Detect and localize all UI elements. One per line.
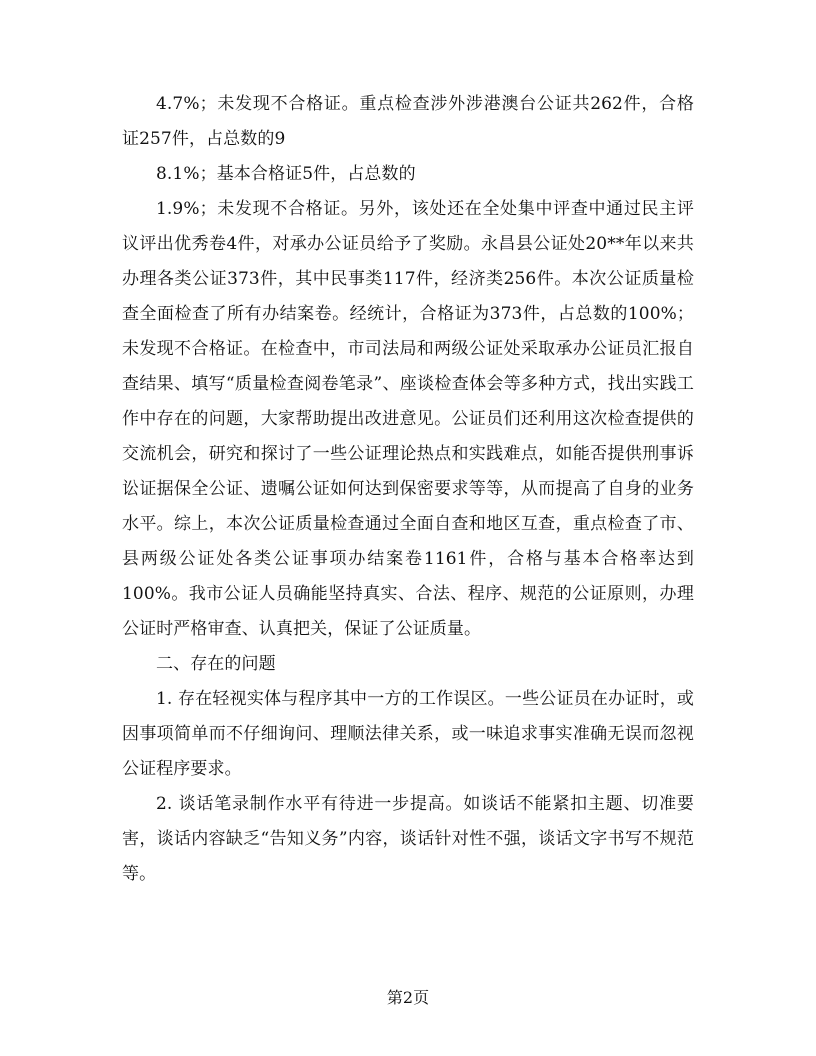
document-body [122, 87, 694, 892]
problem-item-2: 2. 谈话笔录制作水平有待进一步提高。如谈话不能紧扣主题、切准要害，谈话内容缺乏“告知义务”内容，谈话针对性不强，谈话文字书写不规范等。 [122, 794, 694, 884]
paragraph-3: 1.9%；未发现不合格证。另外，该处还在全处集中评查中通过民主评议评出优秀卷4件，对承办公证员给予了奖励。永昌县公证处20**年以来共办理各类公证373件，其中民事类117件，经济类256件。本次公证质量检查全面检查了所有办结案卷。经统计，合格证为373件，占总数的100%；未发现不合格证。在检查中，市司法局和两级公证处采取承办公证员汇报自查结果、填写“质量检查阅卷笔录”、座谈检查体会等多种方式，找出实践工作中存在的问题，大家帮助提出改进意见。公证员们还利用这次检查提供的交流机会，研究和探讨了一些公证理论热点和实践难点，如能否提供刑事诉讼证据保全公证、遗嘱公证如何达到保密要求等等，从而提高了自身的业务水平。综上，本次公证质量检查通过全面自查和地区互查，重点检查了市、县两级公证处各类公证事项办结案卷1161件，合格与基本合格率达到100%。我市公证人员确能坚持真实、合法、程序、规范的公证原则，办理公证时严格审查、认真把关，保证了公证质量。 [122, 199, 694, 639]
section-heading-existing-problems: 二、存在的问题 [156, 654, 276, 674]
problem-item-1: 1. 存在轻视实体与程序其中一方的工作误区。一些公证员在办证时，或因事项简单而不仔细询问、理顺法律关系，或一味追求事实准确无误而忽视公证程序要求。 [122, 689, 694, 779]
page-number-footer: 第2页 [386, 988, 430, 1007]
paragraph-1: 4.7%；未发现不合格证。重点检查涉外涉港澳台公证共262件，合格证257件，占总数的9 [122, 94, 694, 149]
paragraph-2: 8.1%；基本合格证5件，占总数的 [156, 164, 416, 184]
